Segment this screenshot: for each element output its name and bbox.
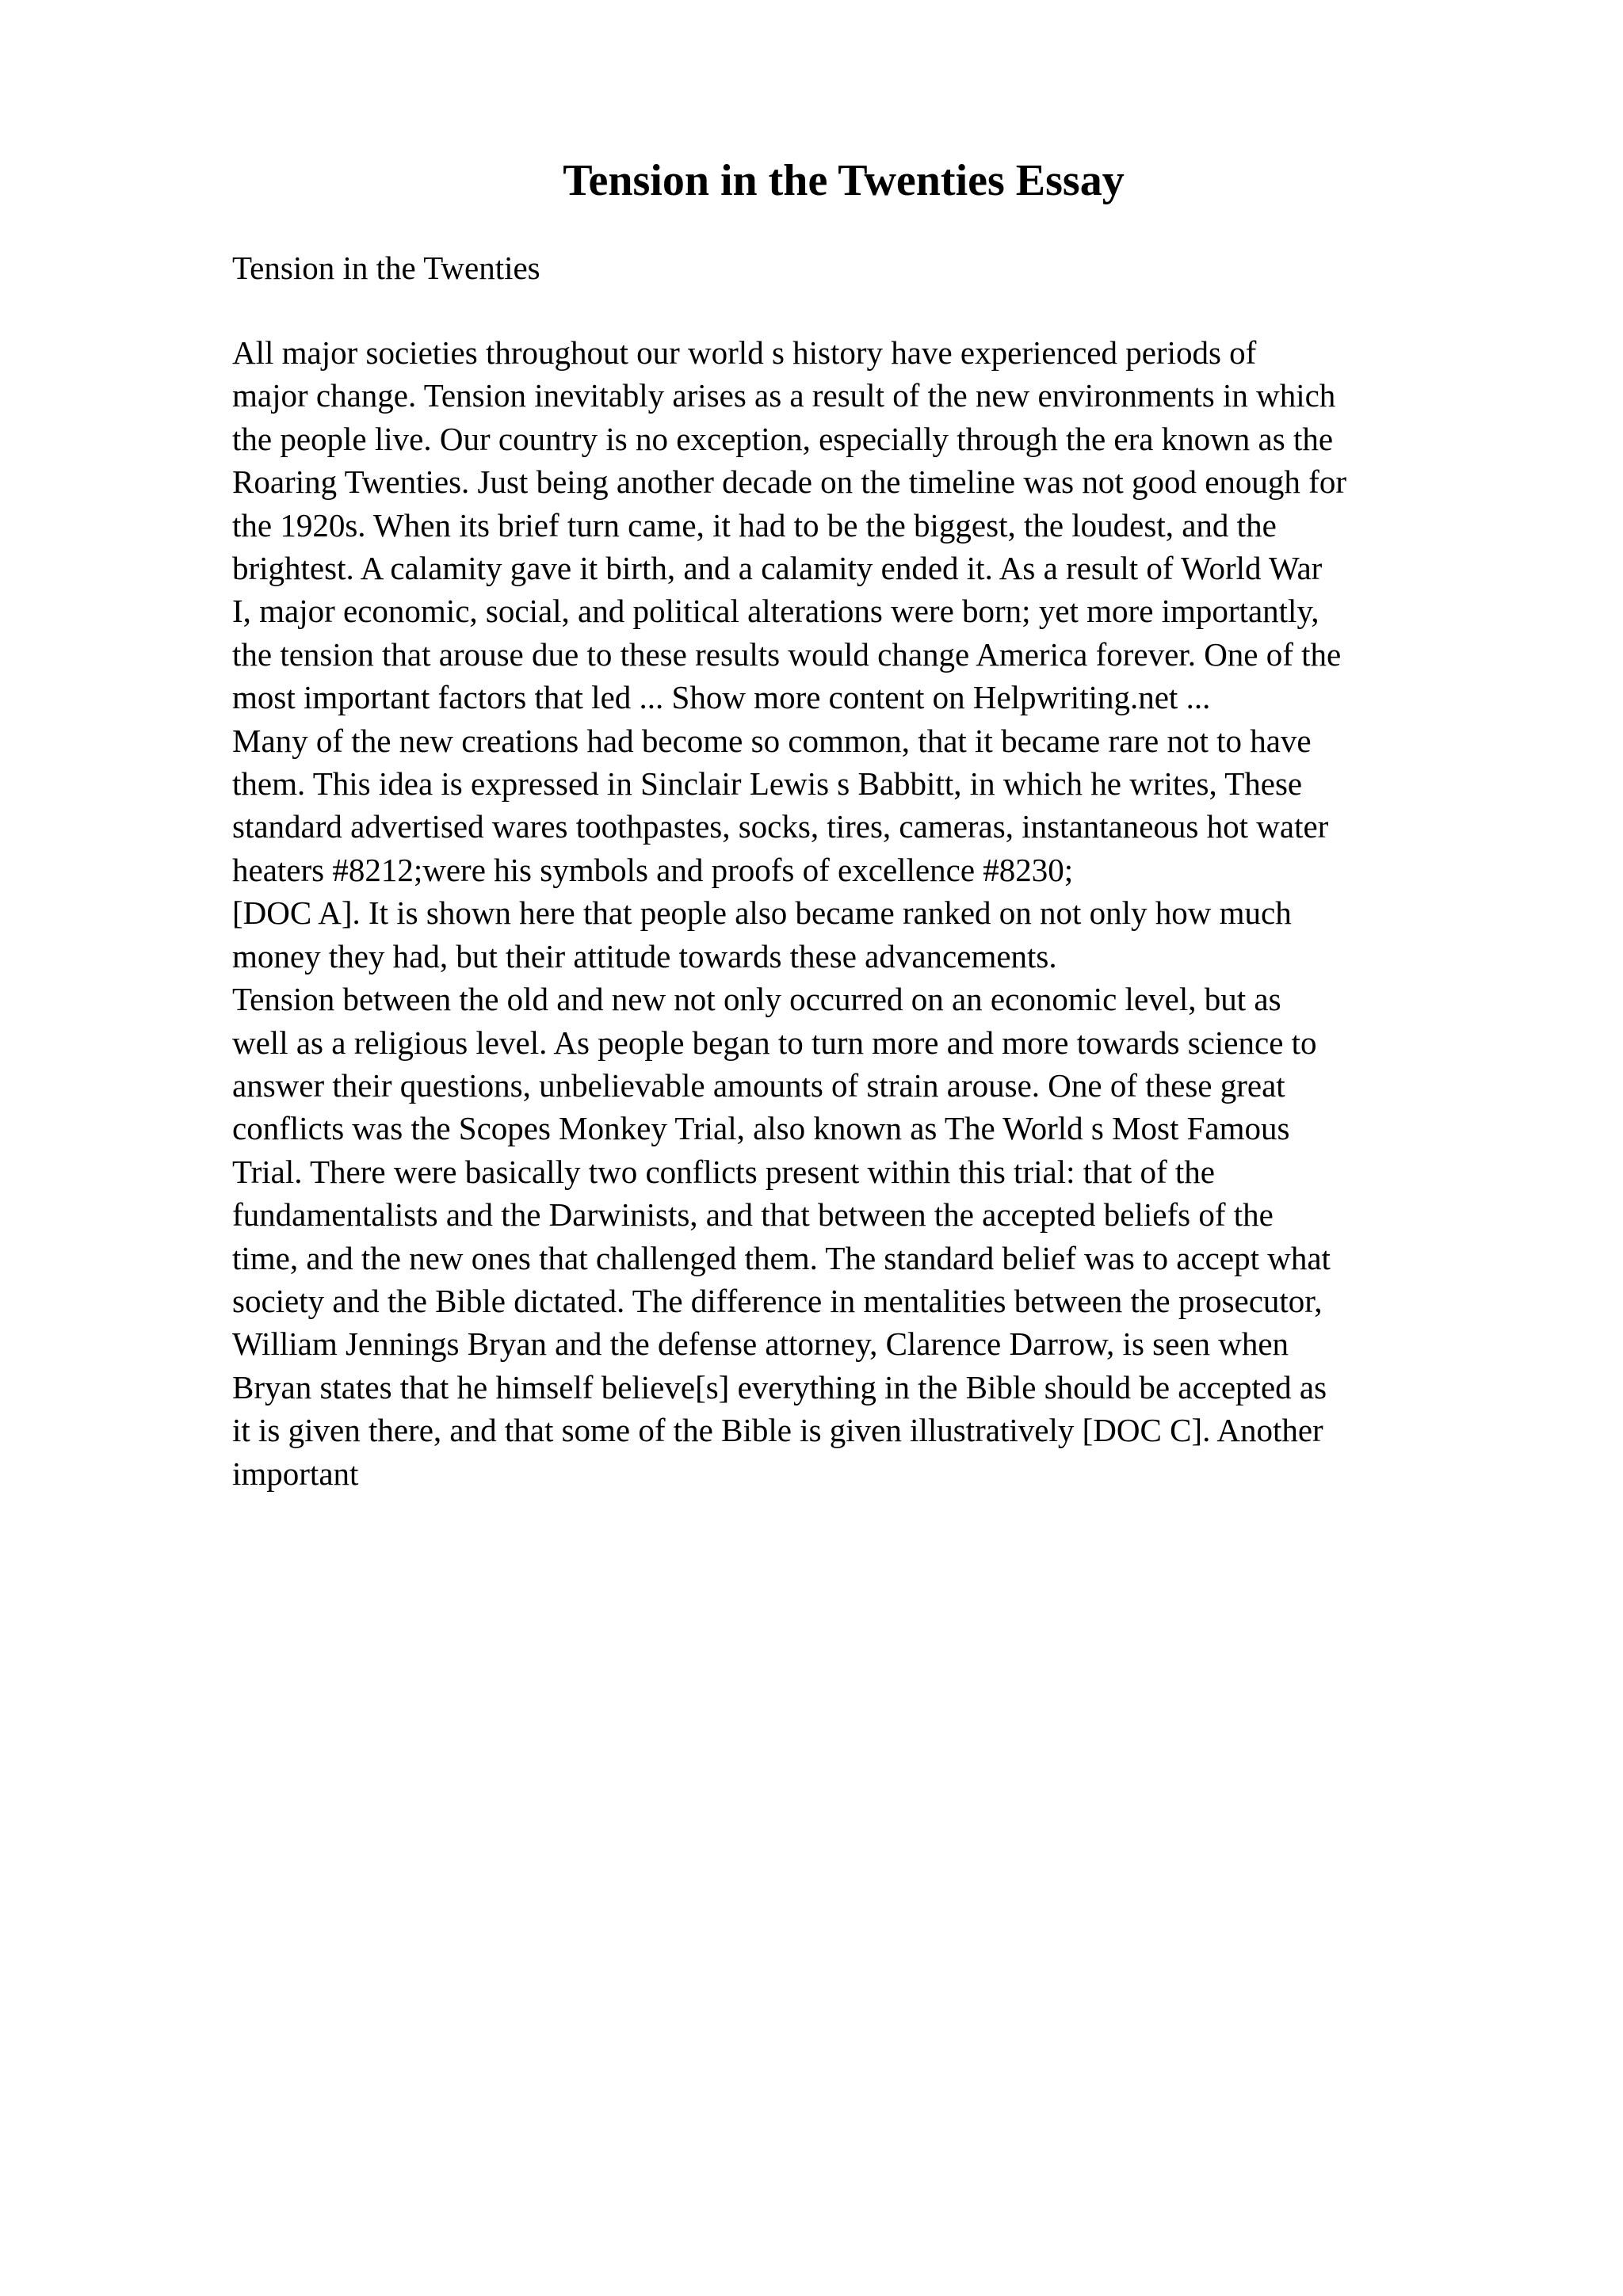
document-subtitle: Tension in the Twenties	[232, 250, 540, 286]
document-title: Tension in the Twenties Essay	[563, 156, 1125, 205]
paragraph-babbitt: Many of the new creations had become so common, that it became rare not to have them. This idea is expressed in Sinclair Lewis s Babbitt, in which he writes, These standard advertised wares toothpastes, socks, tires, cameras, instantaneous hot water heaters #8212;were his symbols and proofs of excellence #8230;	[232, 722, 1329, 888]
paragraph-doc-a: [DOC A]. It is shown here that people also became ranked on not only how much money they had, but their attitude towards these advancements.	[232, 894, 1292, 974]
paragraph-intro: All major societies throughout our world s history have experienced periods of major change. Tension inevitably arises as a result of the new environments in which the people live. Our country is no exception, especially through the era known as the Roaring Twenties. Just being another decade on the timeline was not good enough for the 1920s. When its brief turn came, it had to be the biggest, the loudest, and the brightest. A calamity gave it birth, and a calamity ended it. As a result of World War I, major economic, social, and political alterations were born; yet more importantly, the tension that arouse due to these results would change America forever. One of the most important factors that led ... Show more content on Helpwriting.net ...	[232, 334, 1346, 716]
essay-body	[232, 331, 1516, 1495]
paragraph-scopes-trial: Tension between the old and new not only occurred on an economic level, but as well as a religious level. As people began to turn more and more towards science to answer their questions, unbelievable amounts of strain arouse. One of these great conflicts was the Scopes Monkey Trial, also known as The World s Most Famous Trial. There were basically two conflicts present within this trial: that of the fundamentalists and the Darwinists, and that between the accepted beliefs of the time, and the new ones that challenged them. The standard belief was to accept what society and the Bible dictated. The difference in mentalities between the prosecutor, William Jennings Bryan and the defense attorney, Clarence Darrow, is seen when Bryan states that he himself believe[s] everything in the Bible should be accepted as it is given there, and that some of the Bible is given illustratively [DOC C]. Another important	[232, 981, 1331, 1492]
